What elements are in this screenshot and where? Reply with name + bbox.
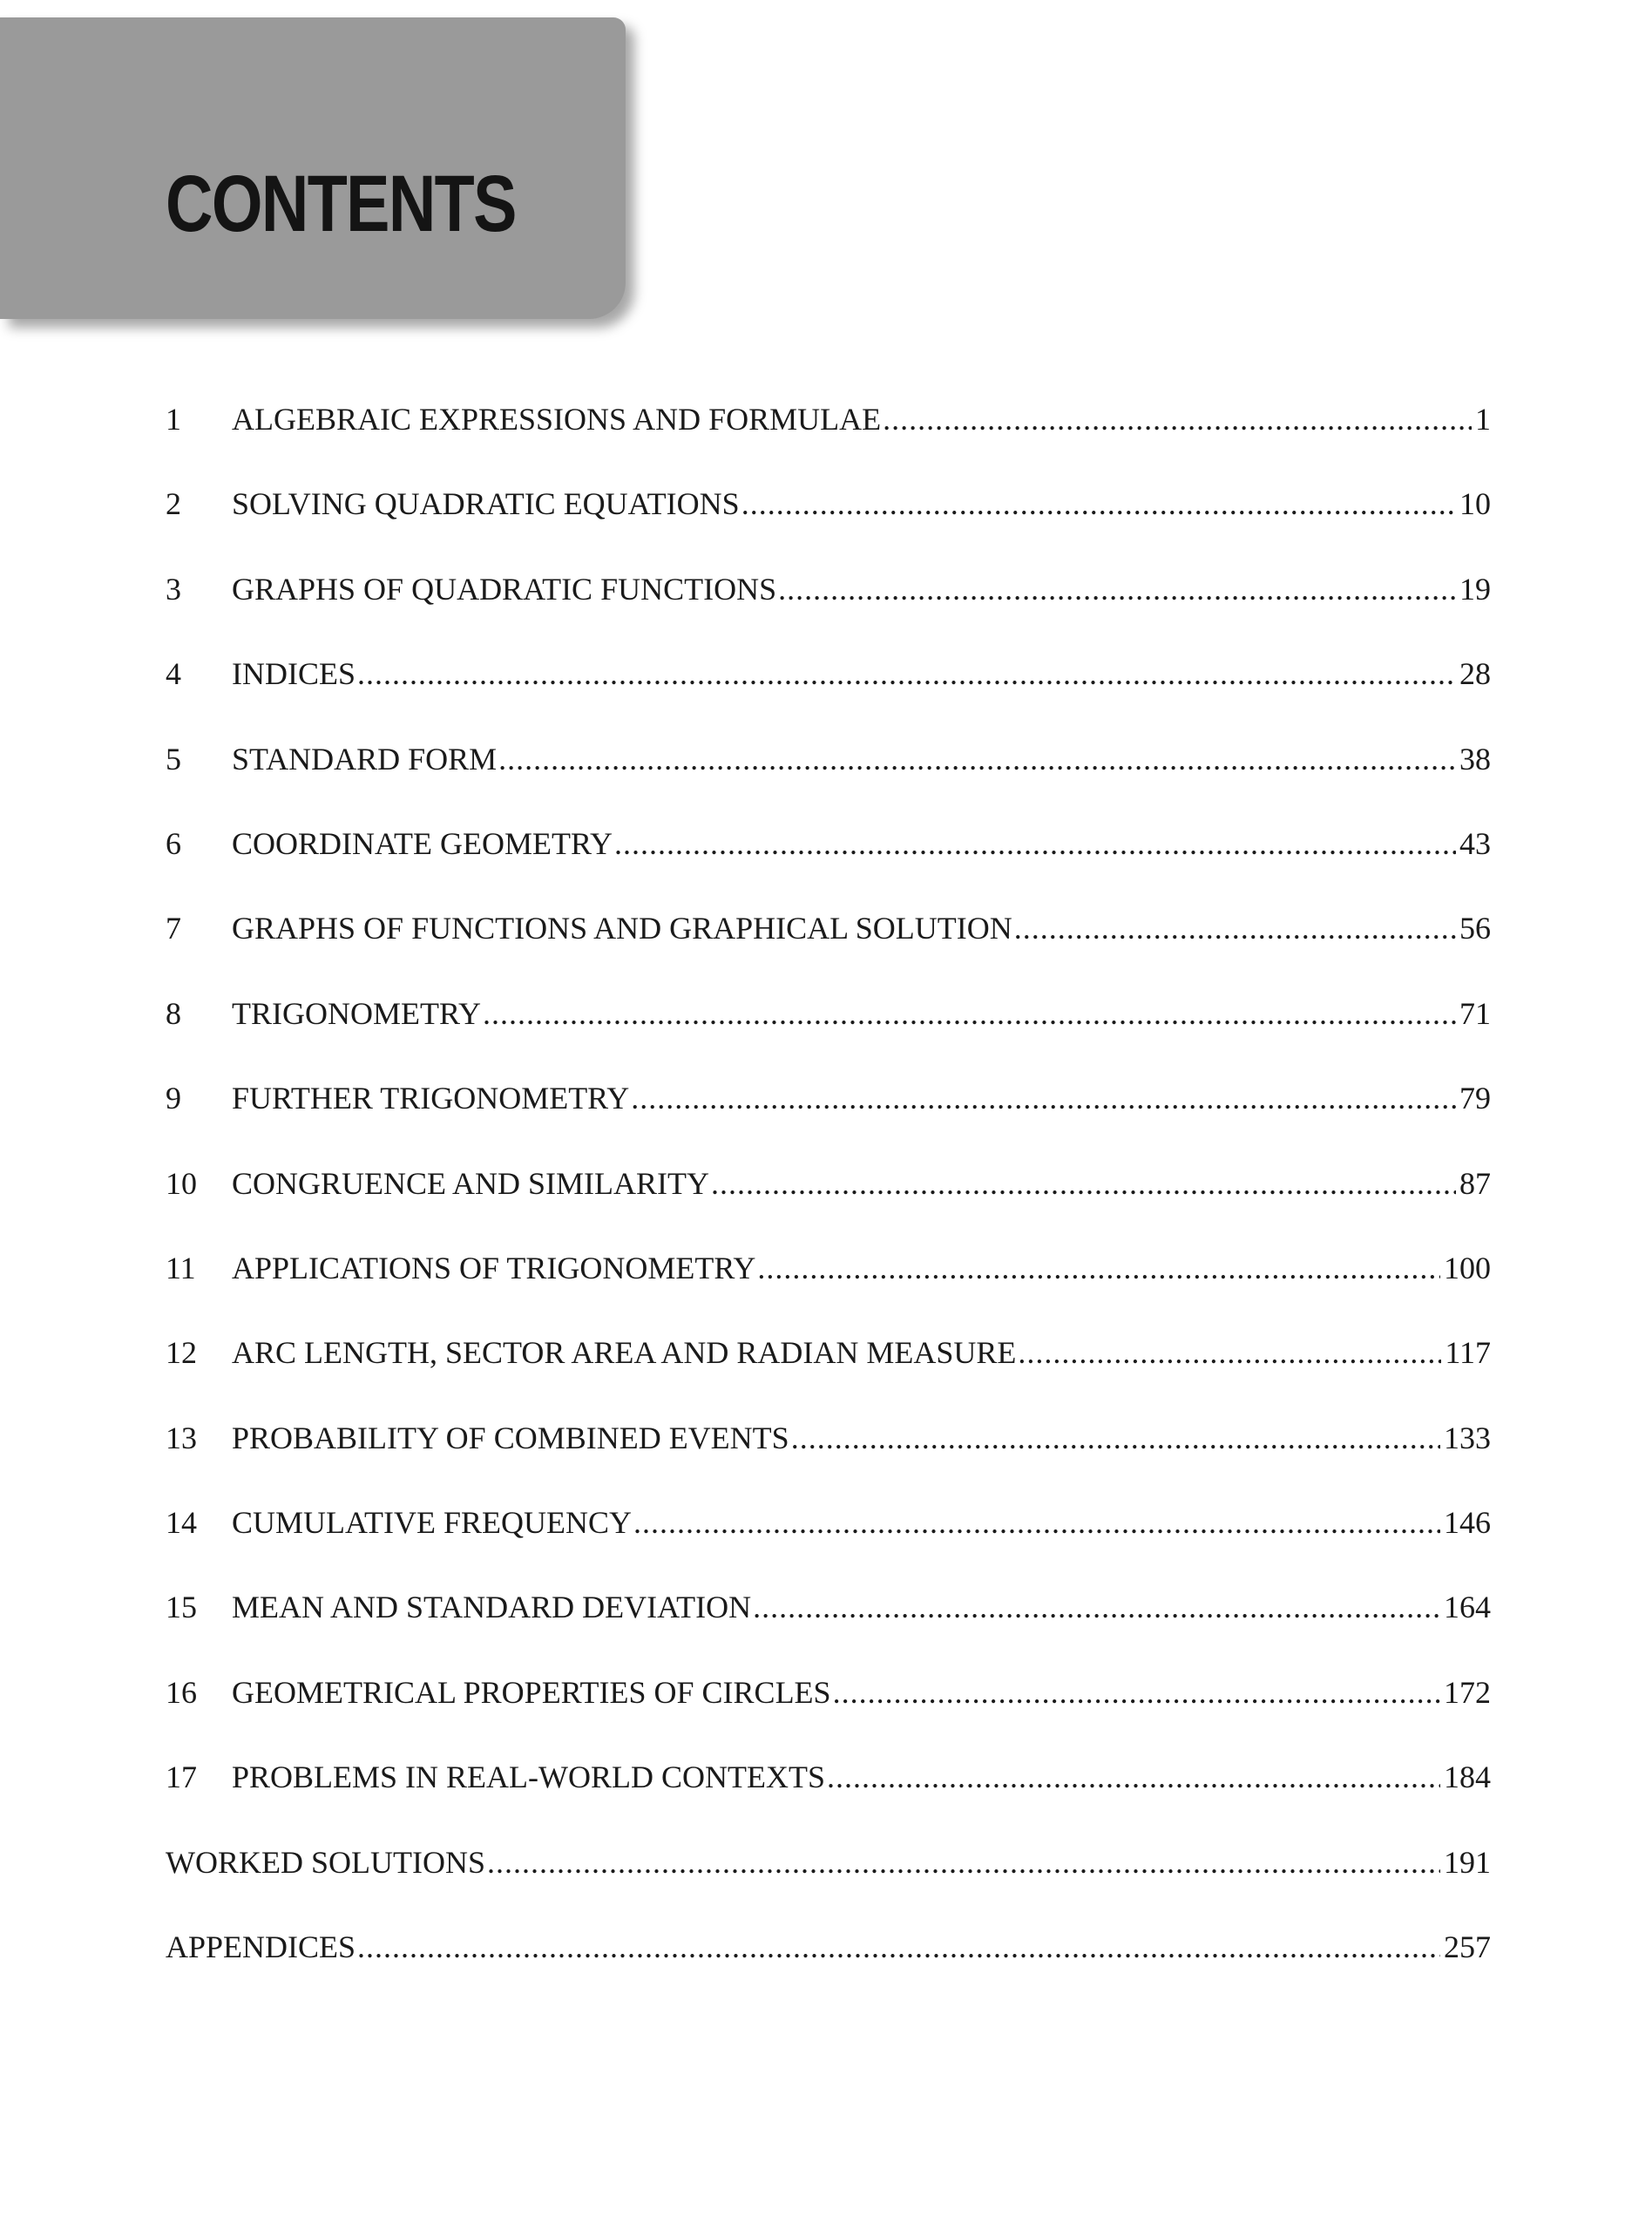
toc-entry[interactable] xyxy=(166,995,1491,1082)
toc-entry[interactable] xyxy=(166,403,1491,488)
toc-entry[interactable] xyxy=(166,912,1491,997)
table-of-contents xyxy=(166,403,1491,2016)
chapter-number: 17 xyxy=(166,1760,197,1795)
section-title: WORKED SOLUTIONS xyxy=(166,1844,485,1880)
page-number: 146 xyxy=(1444,1505,1491,1541)
toc-entry[interactable] xyxy=(166,1591,1491,1676)
dot-leader xyxy=(1018,1337,1441,1368)
toc-entry[interactable] xyxy=(166,1252,1491,1337)
dot-leader xyxy=(483,998,1456,1029)
page-number: 71 xyxy=(1459,995,1491,1031)
chapter-title: SOLVING QUADRATIC EQUATIONS xyxy=(232,486,740,522)
chapter-title: PROBABILITY OF COMBINED EVENTS xyxy=(232,1420,789,1455)
chapter-title: CUMULATIVE FREQUENCY xyxy=(232,1505,632,1541)
dot-leader xyxy=(757,1252,1440,1284)
toc-entry[interactable] xyxy=(166,488,1491,573)
dot-leader xyxy=(827,1761,1440,1793)
chapter-title: COORDINATE GEOMETRY xyxy=(232,825,613,861)
page-number: 19 xyxy=(1459,571,1491,607)
chapter-title: INDICES xyxy=(232,656,355,692)
chapter-title: GRAPHS OF QUADRATIC FUNCTIONS xyxy=(232,571,777,607)
chapter-title: PROBLEMS IN REAL-WORLD CONTEXTS xyxy=(232,1760,825,1795)
chapter-title: GRAPHS OF FUNCTIONS AND GRAPHICAL SOLUTION xyxy=(232,911,1012,946)
chapter-title: ALGEBRAIC EXPRESSIONS AND FORMULAE xyxy=(232,402,882,437)
chapter-number: 15 xyxy=(166,1590,197,1625)
chapter-number: 9 xyxy=(166,1081,181,1116)
page-title: CONTENTS xyxy=(166,159,516,248)
dot-leader xyxy=(833,1677,1440,1708)
dot-leader xyxy=(498,743,1456,775)
page-number: 10 xyxy=(1459,486,1491,522)
chapter-title: TRIGONOMETRY xyxy=(232,995,481,1031)
chapter-number: 4 xyxy=(166,656,181,692)
dot-leader xyxy=(357,1931,1440,1963)
toc-entry[interactable] xyxy=(166,1507,1491,1591)
toc-entry[interactable] xyxy=(166,658,1491,743)
chapter-number: 11 xyxy=(166,1250,196,1285)
page-number: 38 xyxy=(1459,741,1491,776)
chapter-title: STANDARD FORM xyxy=(232,741,498,776)
dot-leader xyxy=(633,1507,1440,1538)
page-number: 100 xyxy=(1444,1250,1491,1285)
page-number: 117 xyxy=(1445,1335,1491,1371)
page-number: 184 xyxy=(1444,1760,1491,1795)
toc-entry[interactable] xyxy=(166,573,1491,658)
dot-leader xyxy=(753,1591,1440,1623)
chapter-number: 3 xyxy=(166,571,181,607)
dot-leader xyxy=(711,1168,1456,1199)
page-number: 172 xyxy=(1444,1674,1491,1710)
toc-entry-worked-solutions[interactable] xyxy=(166,1844,1491,1931)
chapter-number: 5 xyxy=(166,741,181,776)
chapter-number: 16 xyxy=(166,1674,197,1710)
page-number: 164 xyxy=(1444,1590,1491,1625)
page-number: 191 xyxy=(1444,1844,1491,1880)
chapter-title: APPLICATIONS OF TRIGONOMETRY xyxy=(232,1250,756,1285)
toc-entry[interactable] xyxy=(166,1674,1491,1761)
toc-entry[interactable] xyxy=(166,1422,1491,1507)
toc-entry[interactable] xyxy=(166,1761,1491,1846)
toc-entry[interactable] xyxy=(166,1337,1491,1421)
page-number: 133 xyxy=(1444,1420,1491,1455)
chapter-number: 13 xyxy=(166,1420,197,1455)
chapter-number: 12 xyxy=(166,1335,197,1371)
chapter-number: 7 xyxy=(166,911,181,946)
chapter-number: 6 xyxy=(166,825,181,861)
page-number: 257 xyxy=(1444,1929,1491,1965)
dot-leader xyxy=(631,1082,1456,1114)
section-title: APPENDICES xyxy=(166,1929,356,1965)
dot-leader xyxy=(778,573,1456,605)
toc-entry[interactable] xyxy=(166,825,1491,912)
toc-entry[interactable] xyxy=(166,1165,1491,1252)
dot-leader xyxy=(883,403,1472,435)
page-number: 56 xyxy=(1459,911,1491,946)
page-number: 79 xyxy=(1459,1081,1491,1116)
chapter-number: 14 xyxy=(166,1505,197,1541)
page-number: 43 xyxy=(1459,825,1491,861)
page-number: 1 xyxy=(1475,402,1491,437)
page-number: 87 xyxy=(1459,1165,1491,1201)
chapter-title: ARC LENGTH, SECTOR AREA AND RADIAN MEASURE xyxy=(232,1335,1017,1371)
page-number: 28 xyxy=(1459,656,1491,692)
chapter-number: 1 xyxy=(166,402,181,437)
dot-leader xyxy=(1014,912,1456,944)
dot-leader xyxy=(357,658,1456,689)
chapter-title: FURTHER TRIGONOMETRY xyxy=(232,1081,630,1116)
toc-entry[interactable] xyxy=(166,743,1491,828)
toc-entry-appendices[interactable] xyxy=(166,1931,1491,2016)
chapter-number: 8 xyxy=(166,995,181,1031)
dot-leader xyxy=(791,1422,1440,1454)
chapter-title: MEAN AND STANDARD DEVIATION xyxy=(232,1590,752,1625)
chapter-title: CONGRUENCE AND SIMILARITY xyxy=(232,1165,709,1201)
dot-leader xyxy=(741,488,1456,519)
dot-leader xyxy=(487,1847,1440,1878)
toc-entry[interactable] xyxy=(166,1082,1491,1167)
chapter-number: 10 xyxy=(166,1165,197,1201)
chapter-number: 2 xyxy=(166,486,181,522)
chapter-title: GEOMETRICAL PROPERTIES OF CIRCLES xyxy=(232,1674,831,1710)
dot-leader xyxy=(614,828,1456,859)
